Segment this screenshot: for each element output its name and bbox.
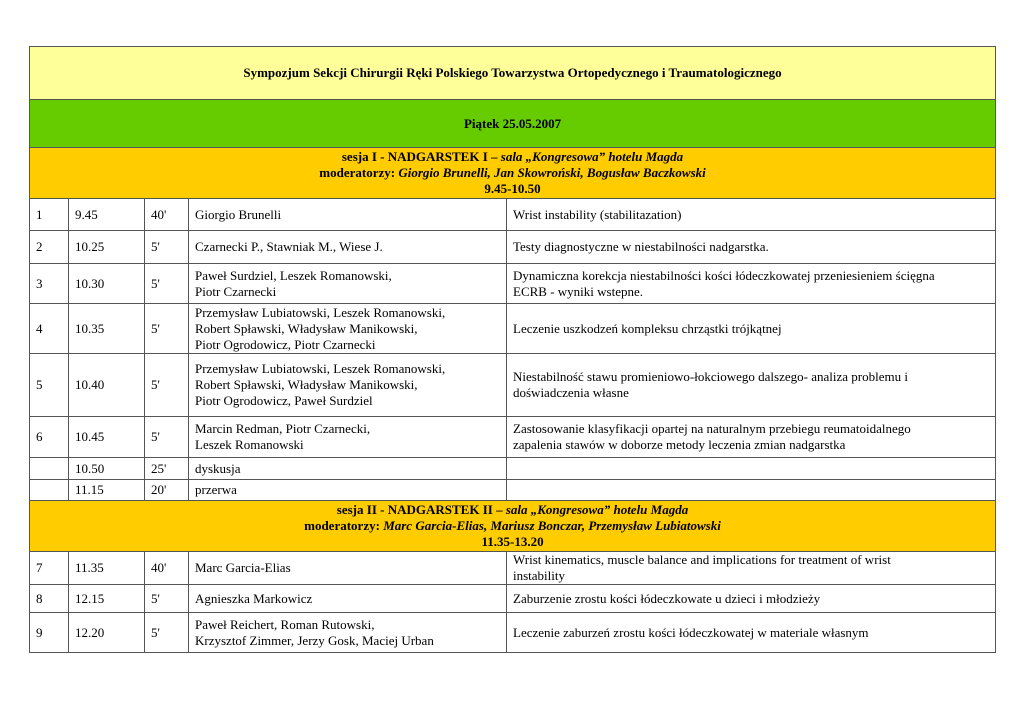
talk-title: [507, 613, 996, 653]
talk-duration: 25': [145, 458, 189, 480]
talk-title: [507, 231, 996, 264]
talk-time: 10.35: [69, 304, 145, 354]
talk-time: 10.25: [69, 231, 145, 264]
talk-title: [507, 480, 996, 501]
talk-authors: [189, 585, 507, 613]
author-line: Czarnecki P., Stawniak M., Wiese J.: [195, 239, 383, 254]
title-line: Leczenie zaburzeń zrostu kości łódeczkowatej w materiale własnym: [513, 624, 869, 640]
title-line: ECRB - wyniki wstepne.: [513, 283, 643, 299]
talk-duration: 5': [145, 613, 189, 653]
day-row: [30, 100, 996, 148]
talk-title: [507, 264, 996, 304]
talk-duration: 20': [145, 480, 189, 501]
title-line: Wrist kinematics, muscle balance and implications for treatment of wrist: [513, 552, 891, 567]
talk-duration: 5': [145, 231, 189, 264]
talk-title: [507, 304, 996, 354]
title-line: Wrist instability (stabilitazation): [513, 206, 682, 222]
talk-number: 7: [30, 552, 69, 585]
talk-title: [507, 417, 996, 458]
symposium-title: Sympozjum Sekcji Chirurgii Ręki Polskiego Towarzystwa Ortopedycznego i Traumatologicznego: [30, 47, 996, 100]
title-line: instability: [513, 568, 565, 583]
talk-title: [507, 552, 996, 585]
talk-number: 8: [30, 585, 69, 613]
session-1-name: sesja I - NADGARSTEK I –: [341, 149, 501, 164]
session-2-moderators: Marc Garcia-Elias, Mariusz Bonczar, Przemysław Lubiatowski: [383, 518, 721, 533]
title-line: Zastosowanie klasyfikacji opartej na naturalnym przebiegu reumatoidalnego: [513, 421, 911, 436]
talk-number: [30, 458, 69, 480]
talk-duration: 5': [145, 417, 189, 458]
session-2-moderators-line: [36, 518, 989, 534]
table-row: [30, 354, 996, 417]
talk-time: 10.30: [69, 264, 145, 304]
session-2-time: 11.35-13.20: [481, 534, 544, 549]
session-1-time: 9.45-10.50: [484, 181, 541, 196]
talk-authors: [189, 552, 507, 585]
day-heading: Piątek 25.05.2007: [30, 100, 996, 148]
session-2-mod-label: moderatorzy:: [304, 518, 384, 533]
table-row: [30, 231, 996, 264]
session-1-line: [36, 149, 989, 165]
talk-authors: [189, 480, 507, 501]
author-line: Leszek Romanowski: [195, 437, 304, 452]
author-line: Przemysław Lubiatowski, Leszek Romanowski,: [195, 304, 446, 320]
author-line: Piotr Ogrodowicz, Piotr Czarnecki: [195, 336, 376, 352]
table-row: [30, 585, 996, 613]
talk-authors: [189, 417, 507, 458]
talk-duration: 40': [145, 199, 189, 231]
talk-title: [507, 354, 996, 417]
talk-time: 10.40: [69, 354, 145, 417]
talk-title: [507, 199, 996, 231]
author-line: dyskusja: [195, 460, 241, 476]
talk-time: 9.45: [69, 199, 145, 231]
session-2-name: sesja II - NADGARSTEK II –: [336, 502, 506, 517]
session-1-moderators: Giorgio Brunelli, Jan Skowroński, Bogusław Baczkowski: [398, 165, 706, 180]
talk-duration: 5': [145, 354, 189, 417]
talk-authors: [189, 354, 507, 417]
talk-number: [30, 480, 69, 501]
talk-time: 12.20: [69, 613, 145, 653]
title-line: Dynamiczna korekcja niestabilności kości łódeczkowatej przeniesieniem ścięgna: [513, 267, 935, 283]
talk-authors: [189, 458, 507, 480]
table-row: [30, 199, 996, 231]
author-line: Giorgio Brunelli: [195, 206, 282, 222]
talk-time: 10.45: [69, 417, 145, 458]
title-line: Testy diagnostyczne w niestabilności nadgarstka.: [513, 239, 769, 254]
author-line: Robert Spławski, Władysław Manikowski,: [195, 377, 418, 392]
talk-time: 12.15: [69, 585, 145, 613]
title-line: doświadczenia własne: [513, 385, 629, 400]
talk-time: 11.35: [69, 552, 145, 585]
talk-authors: [189, 613, 507, 653]
title-line: Zaburzenie zrostu kości łódeczkowate u dzieci i młodzieży: [513, 590, 821, 606]
session-1-moderators-line: [36, 165, 989, 181]
session-2-line: [36, 502, 989, 518]
author-line: przerwa: [195, 482, 237, 497]
session-1-header: [30, 148, 996, 199]
talk-title: [507, 458, 996, 480]
talk-number: 1: [30, 199, 69, 231]
author-line: Agnieszka Markowicz: [195, 590, 313, 606]
title-line: Niestabilność stawu promieniowo-łokciowego dalszego- analiza problemu i: [513, 369, 908, 384]
talk-authors: [189, 199, 507, 231]
talk-authors: [189, 231, 507, 264]
table-row: [30, 304, 996, 354]
talk-number: 2: [30, 231, 69, 264]
table-row: [30, 480, 996, 501]
table-row: [30, 552, 996, 585]
talk-duration: 5': [145, 264, 189, 304]
author-line: Piotr Czarnecki: [195, 283, 277, 299]
talk-authors: [189, 304, 507, 354]
talk-number: 9: [30, 613, 69, 653]
author-line: Robert Spławski, Władysław Manikowski,: [195, 320, 418, 336]
table-row: [30, 458, 996, 480]
talk-number: 3: [30, 264, 69, 304]
talk-duration: 5': [145, 585, 189, 613]
author-line: Krzysztof Zimmer, Jerzy Gosk, Maciej Urban: [195, 632, 434, 648]
talk-number: 4: [30, 304, 69, 354]
session-2-header: [30, 501, 996, 552]
session-1-venue: sala „Kongresowa” hotelu Magda: [500, 149, 684, 164]
author-line: Piotr Ogrodowicz, Paweł Surdziel: [195, 393, 373, 408]
talk-time: 11.15: [69, 480, 145, 501]
author-line: Marc Garcia-Elias: [195, 560, 291, 575]
author-line: Paweł Surdziel, Leszek Romanowski,: [195, 267, 392, 283]
title-line: zapalenia stawów w doborze metody leczenia zmian nadgarstka: [513, 437, 846, 452]
title-line: Leczenie uszkodzeń kompleksu chrząstki trójkątnej: [513, 320, 782, 336]
table-row: [30, 613, 996, 653]
program-table: [29, 46, 996, 653]
talk-time: 10.50: [69, 458, 145, 480]
session-2-venue: sala „Kongresowa” hotelu Magda: [505, 502, 689, 517]
talk-number: 5: [30, 354, 69, 417]
author-line: Przemysław Lubiatowski, Leszek Romanowski,: [195, 361, 446, 376]
talk-duration: 5': [145, 304, 189, 354]
session-1-mod-label: moderatorzy:: [319, 165, 399, 180]
talk-title: [507, 585, 996, 613]
symposium-title-row: [30, 47, 996, 100]
talk-authors: [189, 264, 507, 304]
talk-number: 6: [30, 417, 69, 458]
author-line: Marcin Redman, Piotr Czarnecki,: [195, 421, 371, 436]
author-line: Paweł Reichert, Roman Rutowski,: [195, 616, 375, 632]
table-row: [30, 264, 996, 304]
talk-duration: 40': [145, 552, 189, 585]
table-row: [30, 417, 996, 458]
